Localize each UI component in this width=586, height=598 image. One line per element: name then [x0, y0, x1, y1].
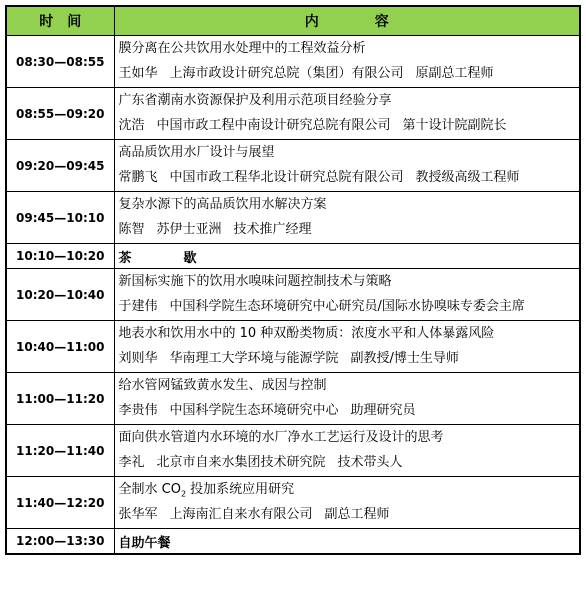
session-topic: 给水管网锰致黄水发生、成因与控制: [118, 378, 327, 393]
time-slot: 09:20—09:45: [6, 140, 114, 192]
table-row: [6, 477, 580, 529]
table-row: [6, 36, 580, 88]
speaker-line: [119, 450, 580, 476]
break-row: [6, 244, 580, 269]
table-row: [6, 321, 580, 373]
speaker-title: 助理研究员: [350, 403, 416, 418]
speaker-line: [119, 502, 580, 528]
speaker-line: [119, 398, 580, 424]
speaker-title: 副总工程师: [324, 507, 390, 522]
session-topic: 广东省潮南水资源保护及利用示范项目经验分享: [118, 93, 392, 108]
speaker-org: 中国市政工程华北设计研究总院有限公司: [169, 170, 404, 185]
session-cell: [114, 192, 580, 244]
time-slot: 10:40—11:00: [6, 321, 114, 373]
time-slot: 10:20—10:40: [6, 269, 114, 321]
time-slot: 10:10—10:20: [6, 244, 114, 269]
topic-subscript: 2: [180, 489, 187, 499]
session-cell: [114, 36, 580, 88]
session-cell: [114, 269, 580, 321]
speaker-title: 技术推广经理: [233, 222, 312, 237]
topic-text: 投加系统应用研究: [186, 482, 295, 497]
speaker-name: 沈浩: [118, 118, 145, 133]
speaker-title: 原副总工程师: [415, 66, 494, 81]
speaker-name: 陈智: [118, 222, 145, 237]
table-row: [6, 373, 580, 425]
table-row: [6, 88, 580, 140]
header-row: [6, 6, 580, 36]
session-topic: 高品质饮用水厂设计与展望: [118, 145, 275, 160]
session-cell: [114, 477, 580, 529]
speaker-org: 上海市政设计研究总院（集团）有限公司: [169, 66, 404, 81]
table-row: [6, 269, 580, 321]
time-slot: 11:00—11:20: [6, 373, 114, 425]
session-cell: [114, 88, 580, 140]
table-row: [6, 140, 580, 192]
speaker-name: 刘则华: [118, 351, 158, 366]
topic-text: 全制水 CO: [118, 482, 181, 497]
break-label: 自助午餐: [114, 529, 580, 555]
session-cell: [114, 425, 580, 477]
table-row: [6, 425, 580, 477]
table-row: [6, 192, 580, 244]
time-slot: 08:30—08:55: [6, 36, 114, 88]
speaker-org: 中国科学院生态环境研究中心研究员: [169, 299, 378, 314]
header-time: 时 间: [6, 6, 114, 36]
speaker-title: 副教授/博士生导师: [350, 351, 459, 366]
time-slot: 12:00—13:30: [6, 529, 114, 555]
speaker-title: 第十设计院副院长: [402, 118, 507, 133]
session-cell: [114, 140, 580, 192]
break-row: [6, 529, 580, 555]
speaker-name: 张华军: [118, 507, 158, 522]
speaker-line: [119, 113, 580, 139]
speaker-line: [119, 165, 580, 191]
speaker-title: 技术带头人: [337, 455, 403, 470]
session-cell: [114, 373, 580, 425]
speaker-name: 常鹏飞: [118, 170, 158, 185]
break-label: 茶 歇: [114, 244, 580, 269]
session-topic: 地表水和饮用水中的 10 种双酚类物质：浓度水平和人体暴露风险: [118, 326, 495, 341]
speaker-line: [119, 294, 580, 320]
schedule-table: [5, 5, 581, 555]
time-slot: 08:55—09:20: [6, 88, 114, 140]
session-topic: 新国标实施下的饮用水嗅味问题控制技术与策略: [118, 274, 392, 289]
speaker-name: 于建伟: [118, 299, 158, 314]
speaker-title: /国际水协嗅味专委会主席: [377, 299, 525, 314]
speaker-line: [119, 217, 580, 243]
time-slot: 09:45—10:10: [6, 192, 114, 244]
speaker-name: 李礼: [118, 455, 145, 470]
speaker-org: 上海南汇自来水有限公司: [169, 507, 313, 522]
time-slot: 11:20—11:40: [6, 425, 114, 477]
session-topic: 面向供水管道内水环境的水厂净水工艺运行及设计的思考: [118, 430, 444, 445]
time-slot: 11:40—12:20: [6, 477, 114, 529]
speaker-line: [119, 346, 580, 372]
session-topic: [119, 477, 580, 502]
session-topic: 复杂水源下的高品质饮用水解决方案: [118, 197, 327, 212]
session-cell: [114, 321, 580, 373]
session-topic: 膜分离在公共饮用水处理中的工程效益分析: [118, 41, 366, 56]
speaker-line: [119, 61, 580, 87]
speaker-org: 中国市政工程中南设计研究总院有限公司: [156, 118, 391, 133]
header-content: 内 容: [114, 6, 580, 36]
speaker-org: 北京市自来水集团技术研究院: [156, 455, 326, 470]
speaker-name: 李贵伟: [118, 403, 158, 418]
speaker-org: 苏伊士亚洲: [156, 222, 222, 237]
speaker-org: 华南理工大学环境与能源学院: [169, 351, 339, 366]
speaker-name: 王如华: [118, 66, 158, 81]
speaker-org: 中国科学院生态环境研究中心: [169, 403, 339, 418]
speaker-title: 教授级高级工程师: [415, 170, 520, 185]
